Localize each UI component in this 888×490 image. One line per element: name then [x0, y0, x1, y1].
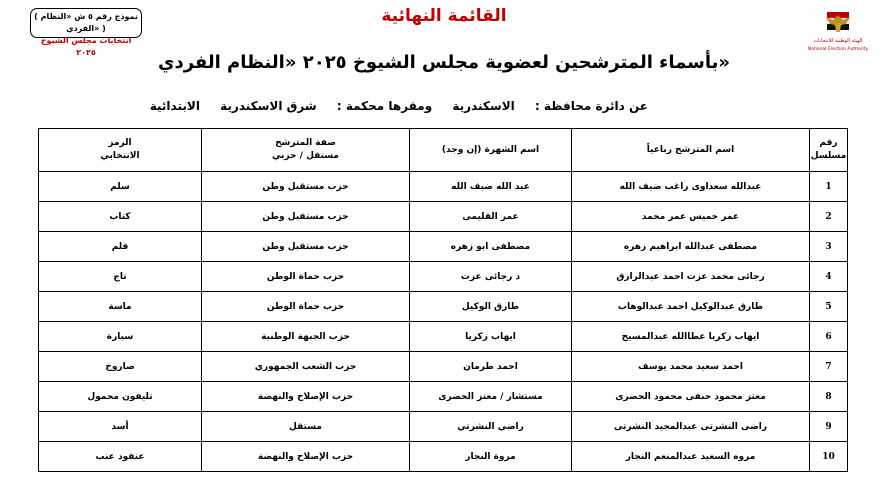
table-row [39, 412, 848, 442]
capacity-cell: مستقل [202, 412, 410, 442]
capacity-cell: حزب مستقبل وطن [202, 232, 410, 262]
name-cell: عمر خميس عمر محمد [572, 202, 810, 232]
symbol-cell: تاج [39, 262, 202, 292]
symbol-cell: عنقود عنب [39, 442, 202, 472]
serial-cell: 10 [810, 442, 848, 472]
serial-cell: 6 [810, 322, 848, 352]
court-level: الابتدائية [149, 99, 200, 113]
table-row [39, 172, 848, 202]
fame-cell: مستشار / معتز الحضرى [410, 382, 572, 412]
table-row [39, 292, 848, 322]
svg-text:National Election Authority: National Election Authority [807, 47, 869, 52]
name-cell: معتز محمود حنفى محمود الحضرى [572, 382, 810, 412]
capacity-cell: حزب الإصلاح والنهضة [202, 382, 410, 412]
fame-cell: احمد طرمان [410, 352, 572, 382]
fame-cell: طارق الوكيل [410, 292, 572, 322]
capacity-cell: حزب الجبهة الوطنية [202, 322, 410, 352]
name-cell: راضى النشرتى عبدالمجيد النشرتى [572, 412, 810, 442]
fame-cell: مروة النجار [410, 442, 572, 472]
table-row [39, 202, 848, 232]
district-label: عن دائرة محافظة : [534, 99, 648, 113]
name-cell: رجائى محمد عزت احمد عبدالرازق [572, 262, 810, 292]
fame-cell: عمر القليمى [410, 202, 572, 232]
name-cell: احمد سعيد محمد يوسف [572, 352, 810, 382]
capacity-cell: حزب حماة الوطن [202, 262, 410, 292]
serial-cell: 9 [810, 412, 848, 442]
capacity-cell: حزب الإصلاح والنهضة [202, 442, 410, 472]
table-header-row [39, 129, 848, 172]
header-capacity: صفة المترشح مستقل / حزبي [202, 129, 410, 172]
name-cell: عبدالله سعداوى راغب ضيف الله [572, 172, 810, 202]
symbol-cell: صاروخ [39, 352, 202, 382]
fame-cell: عبد الله ضيف الله [410, 172, 572, 202]
name-cell: طارق عبدالوكيل احمد عبدالوهاب [572, 292, 810, 322]
table-row [39, 442, 848, 472]
table-row [39, 322, 848, 352]
symbol-cell: ماسة [39, 292, 202, 322]
serial-cell: 3 [810, 232, 848, 262]
serial-cell: 1 [810, 172, 848, 202]
final-list-title: القائمة النهائية [381, 6, 507, 26]
fame-cell: راضي النشرتي [410, 412, 572, 442]
table-row [39, 352, 848, 382]
form-number: ( نموذج رقم ٥ ش «النظام الفردي» ) [34, 12, 138, 33]
table-row [39, 382, 848, 412]
fame-cell: ايهاب زكريا [410, 322, 572, 352]
symbol-cell: أسد [39, 412, 202, 442]
governorate-value: الاسكندرية [452, 99, 515, 113]
header-fame-name: اسم الشهرة (إن وجد) [410, 129, 572, 172]
fame-cell: مصطفى ابو زهره [410, 232, 572, 262]
serial-cell: 4 [810, 262, 848, 292]
table-row [39, 262, 848, 292]
court-value: شرق الاسكندرية [220, 99, 317, 113]
header-serial: رقم مسلسل [810, 129, 848, 172]
header-name: اسم المترشح رباعياً [572, 129, 810, 172]
serial-cell: 8 [810, 382, 848, 412]
svg-text:الهيئة الوطنية للانتخابات: الهيئة الوطنية للانتخابات [813, 38, 863, 44]
name-cell: مصطفى عبدالله ابراهيم زهره [572, 232, 810, 262]
capacity-cell: حزب مستقبل وطن [202, 202, 410, 232]
header-symbol: الرمز الانتخابي [39, 129, 202, 172]
name-cell: ايهاب زكريا عطاالله عبدالمسيح [572, 322, 810, 352]
capacity-cell: حزب الشعب الجمهوري [202, 352, 410, 382]
capacity-cell: حزب مستقبل وطن [202, 172, 410, 202]
symbol-cell: تليفون محمول [39, 382, 202, 412]
court-label: ومقرها محكمة : [336, 99, 433, 113]
table-row [39, 232, 848, 262]
symbol-cell: سيارة [39, 322, 202, 352]
election-name: انتخابات مجلس الشيوخ ٢٠٢٥ [40, 36, 132, 57]
candidates-table [38, 128, 848, 472]
name-cell: مروه السعيد عبدالمنعم النجار [572, 442, 810, 472]
symbol-cell: سلم [39, 172, 202, 202]
serial-cell: 5 [810, 292, 848, 322]
serial-cell: 2 [810, 202, 848, 232]
symbol-cell: كتاب [39, 202, 202, 232]
capacity-cell: حزب حماة الوطن [202, 292, 410, 322]
serial-cell: 7 [810, 352, 848, 382]
page-title: بأسماء المترشحين لعضوية مجلس الشيوخ ٢٠٢٥ «النظام الفردي» [157, 52, 731, 73]
district-line [134, 99, 648, 113]
symbol-cell: قلم [39, 232, 202, 262]
fame-cell: د رجائى عزت [410, 262, 572, 292]
